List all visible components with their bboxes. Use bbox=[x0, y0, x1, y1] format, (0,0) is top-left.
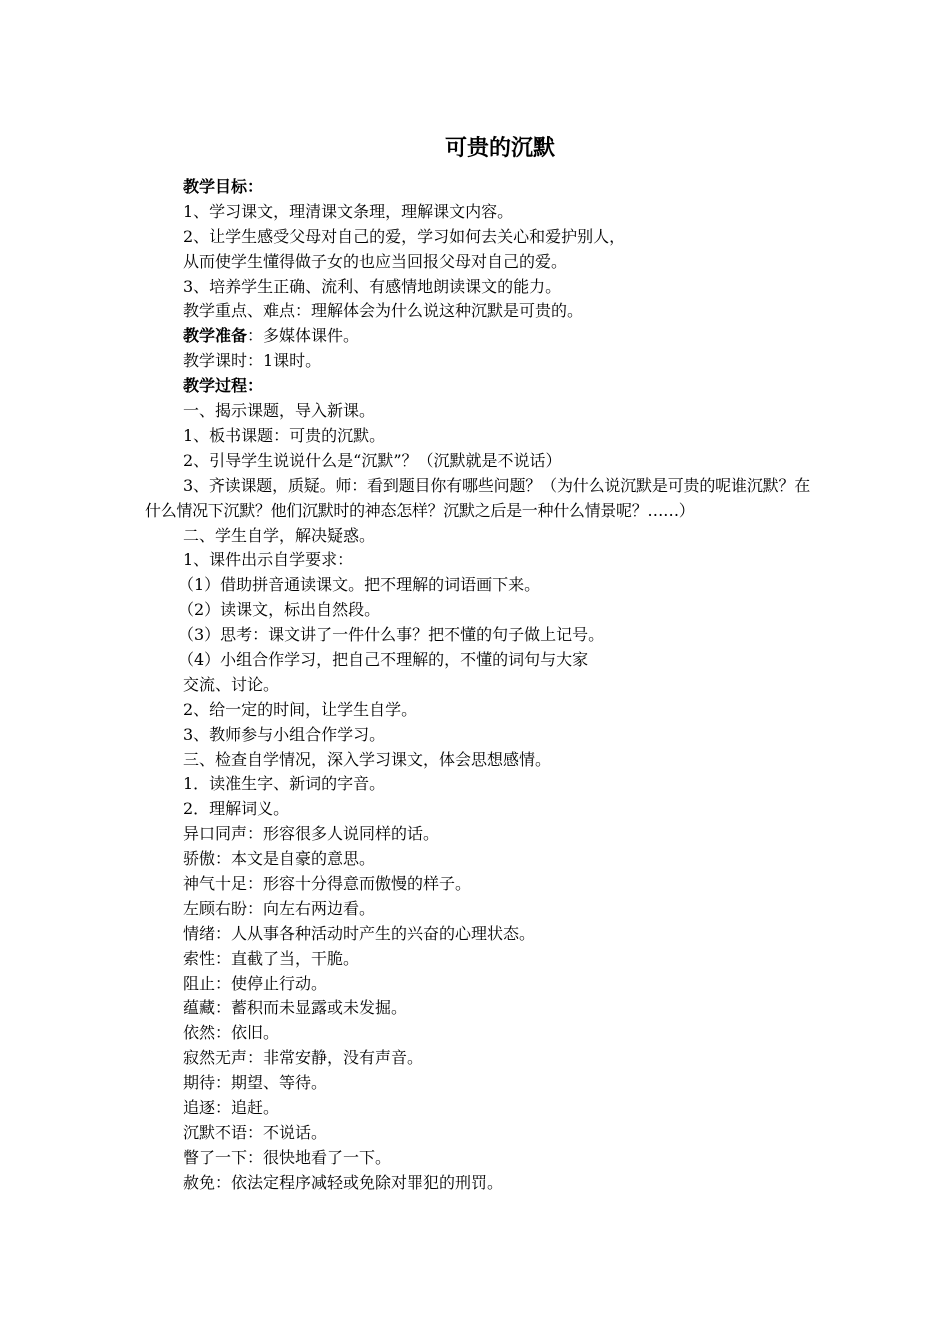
text-line: （1）借助拼音通读课文。把不理解的词语画下来。 bbox=[178, 575, 541, 595]
text-line: 交流、讨论。 bbox=[183, 674, 280, 694]
text-line: 追逐：追赶。 bbox=[183, 1097, 280, 1117]
text-line: 教学课时：1课时。 bbox=[183, 351, 322, 371]
text-line: 2、让学生感受父母对自己的爱，学习如何去关心和爱护别人， bbox=[183, 226, 626, 246]
text-line: 1、板书课题：可贵的沉默。 bbox=[183, 425, 386, 445]
page-title: 可贵的沉默 bbox=[444, 136, 555, 161]
paragraph: 3、齐读课题，质疑。师：看到题目你有哪些问题？（为什么说沉默是可贵的呢谁沉默？在什么情况下沉默？他们沉默时的神态怎样？沉默之后是一种什么情景呢？……） bbox=[145, 475, 810, 520]
text-line: 教学重点、难点：理解体会为什么说这种沉默是可贵的。 bbox=[183, 301, 584, 321]
text-line: 2、给一定的时间，让学生自学。 bbox=[183, 699, 418, 719]
text-line: 情绪：人从事各种活动时产生的兴奋的心理状态。 bbox=[183, 923, 536, 943]
text-line: 三、检查自学情况，深入学习课文，体会思想感情。 bbox=[183, 749, 552, 769]
text-line: 从而使学生懂得做子女的也应当回报父母对自己的爱。 bbox=[183, 251, 568, 271]
text-line: 依然：依旧。 bbox=[183, 1023, 280, 1043]
text-line: （2）读课文，标出自然段。 bbox=[178, 600, 381, 620]
text-line: 1、课件出示自学要求： bbox=[183, 550, 354, 570]
text-line: 一、揭示课题，导入新课。 bbox=[183, 401, 376, 421]
section-text: ：多媒体课件。 bbox=[247, 326, 360, 346]
text-line: 沉默不语：不说话。 bbox=[183, 1122, 328, 1142]
text-line: 1．读准生字、新词的字音。 bbox=[183, 774, 386, 794]
text-line: 蕴藏：蓄积而未显露或未发掘。 bbox=[183, 998, 408, 1018]
text-line: 2、引导学生说说什么是“沉默”？（沉默就是不说话） bbox=[183, 450, 562, 470]
text-line: （4）小组合作学习，把自己不理解的，不懂的词句与大家 bbox=[178, 649, 589, 669]
text-line: 左顾右盼：向左右两边看。 bbox=[183, 898, 376, 918]
text-line: 寂然无声：非常安静，没有声音。 bbox=[183, 1048, 424, 1068]
text-line: 2．理解词义。 bbox=[183, 799, 290, 819]
text-line: 1、学习课文，理清课文条理，理解课文内容。 bbox=[183, 201, 514, 221]
text-line: 赦免：依法定程序减轻或免除对罪犯的刑罚。 bbox=[183, 1172, 504, 1192]
text-line bbox=[145, 324, 810, 349]
text-line: （3）思考：课文讲了一件什么事？把不懂的句子做上记号。 bbox=[178, 625, 605, 645]
document-body bbox=[145, 175, 810, 1196]
text-line: 教学过程： bbox=[183, 376, 264, 396]
text-line: 阻止：使停止行动。 bbox=[183, 973, 328, 993]
text-line: 索性：直截了当，干脆。 bbox=[183, 948, 360, 968]
text-line: 骄傲：本文是自豪的意思。 bbox=[183, 849, 376, 869]
text-line: 期待：期望、等待。 bbox=[183, 1073, 328, 1093]
text-line: 神气十足：形容十分得意而傲慢的样子。 bbox=[183, 873, 472, 893]
section-label: 教学准备 bbox=[183, 326, 248, 346]
text-line: 异口同声：形容很多人说同样的话。 bbox=[183, 824, 440, 844]
text-line: 3、教师参与小组合作学习。 bbox=[183, 724, 386, 744]
text-line: 二、学生自学，解决疑惑。 bbox=[183, 525, 376, 545]
text-line: 3、培养学生正确、流利、有感情地朗读课文的能力。 bbox=[183, 276, 562, 296]
text-line: 教学目标： bbox=[183, 177, 264, 196]
text-line: 瞥了一下：很快地看了一下。 bbox=[183, 1147, 392, 1167]
